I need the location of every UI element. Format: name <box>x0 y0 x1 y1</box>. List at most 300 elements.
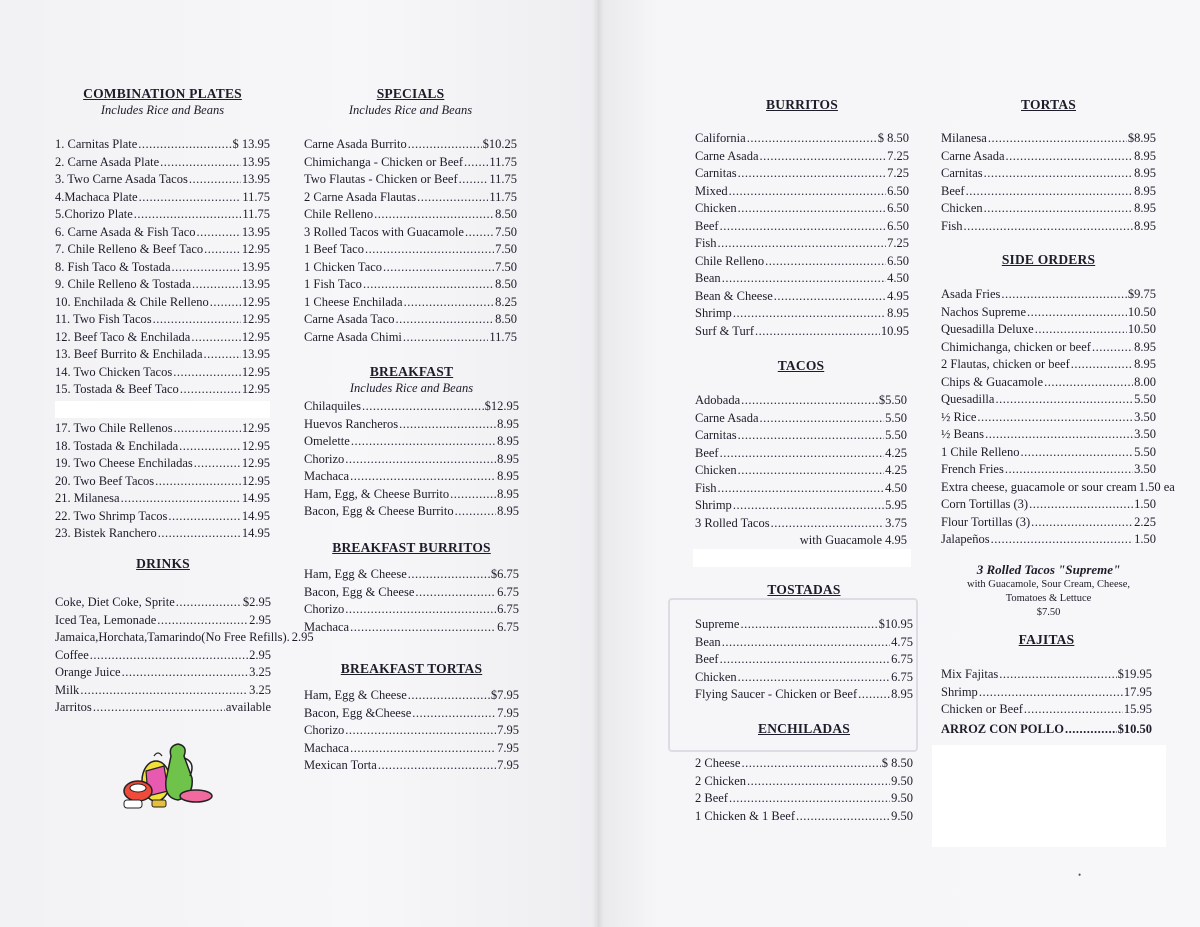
side-orders-section <box>941 252 1175 549</box>
leader-dots <box>1035 321 1127 339</box>
item-name: Chicken <box>695 201 737 215</box>
breakfast-item <box>304 398 519 416</box>
item-name: Jarritos <box>55 700 92 714</box>
item-name: 2 Beef <box>695 791 728 805</box>
item-price: 8.95 <box>497 434 519 448</box>
special-item <box>304 329 517 347</box>
tostada-item <box>695 616 913 634</box>
item-name: Corn Tortillas (3) <box>941 497 1029 511</box>
item-price: 4.25 <box>885 463 907 477</box>
item-name: Carne Asada Taco <box>304 312 395 326</box>
item-name: Orange Juice <box>55 665 121 679</box>
breakfast-tortas-section <box>304 661 519 775</box>
special-item <box>304 136 517 154</box>
specials-section <box>304 86 517 346</box>
item-name: ½ Rice <box>941 409 977 424</box>
specials-subtitle: Includes Rice and Beans <box>348 103 473 117</box>
leader-dots <box>1005 461 1133 479</box>
item-price: 12.95 <box>241 364 270 379</box>
item-price: 4.95 <box>887 288 909 303</box>
leader-dots <box>741 755 880 773</box>
leader-dots <box>191 329 241 347</box>
torta-item <box>941 130 1156 148</box>
item-price: 8.95 <box>497 469 519 483</box>
item-price: 4.50 <box>887 271 909 285</box>
item-name: Milk <box>55 682 80 697</box>
leader-dots <box>738 462 884 480</box>
burrito-item <box>695 253 909 271</box>
breakfast-burrito-item <box>304 619 519 637</box>
item-name: Chile Relleno <box>695 253 765 268</box>
item-name: 8. Fish Taco & Tostada <box>55 259 171 274</box>
side-orders-title: SIDE ORDERS <box>1001 252 1096 267</box>
item-price: 8.95 <box>497 504 519 518</box>
leader-dots <box>155 473 241 491</box>
special-item <box>304 259 517 277</box>
leader-dots <box>459 171 489 189</box>
item-price: $10.25 <box>482 137 517 151</box>
item-price: 4.75 <box>891 634 913 649</box>
breakfast-burritos-title: BREAKFAST BURRITOS <box>332 540 491 555</box>
item-price: 8.95 <box>497 416 519 431</box>
leader-dots <box>153 311 241 329</box>
item-name: Chimichanga - Chicken or Beef <box>304 154 463 169</box>
item-name: Carne Asada <box>695 410 759 425</box>
item-price: 13.95 <box>241 172 270 186</box>
leader-dots <box>1092 339 1133 357</box>
leader-dots <box>362 398 484 416</box>
combination-item <box>55 311 270 329</box>
item-price: 7.25 <box>887 166 909 180</box>
burrito-item <box>695 200 909 218</box>
tacos-title: TACOS <box>777 358 825 373</box>
drinks-title: DRINKS <box>136 556 190 571</box>
item-price: 1.50 ea <box>1138 479 1175 494</box>
item-price: 17.95 <box>1123 684 1152 699</box>
item-price: 3.25 <box>249 665 271 679</box>
item-name: 2. Carne Asada Plate <box>55 154 160 169</box>
item-name: Flour Tortillas (3) <box>941 514 1031 529</box>
combination-item <box>55 381 270 399</box>
special-item <box>304 154 517 172</box>
item-price: 5.95 <box>885 498 907 512</box>
breakfast-item <box>304 416 519 434</box>
item-name: Coke, Diet Coke, Sprite <box>55 595 175 609</box>
item-price: 10.50 <box>1127 304 1156 319</box>
leader-dots <box>465 224 494 242</box>
item-price: 3.50 <box>1134 427 1156 441</box>
rolled-supreme-line2: Tomatoes & Lettuce <box>1005 593 1092 604</box>
item-name: Machaca <box>304 740 350 755</box>
side-order-item <box>941 339 1156 357</box>
item-name: Shrimp <box>941 684 978 699</box>
combination-item <box>55 154 270 172</box>
item-name: Machaca <box>304 469 350 483</box>
item-price: 8.25 <box>495 294 517 309</box>
item-name: 1 Chicken & 1 Beef <box>695 808 795 823</box>
breakfast-torta-item <box>304 687 519 705</box>
taco-item <box>695 515 907 533</box>
combination-item <box>55 224 270 242</box>
leader-dots <box>738 165 886 183</box>
item-price: 7.50 <box>495 242 517 256</box>
leader-dots <box>157 612 248 630</box>
tostada-item <box>695 686 913 704</box>
item-price: 12.95 <box>241 421 270 435</box>
item-price: 2.95 <box>291 630 314 644</box>
item-name: Coffee <box>55 647 89 662</box>
item-price: $9.75 <box>1127 287 1156 301</box>
item-name: 1 Fish Taco <box>304 277 362 291</box>
special-item <box>304 294 517 312</box>
item-name: Bean <box>695 271 721 285</box>
side-order-item <box>941 461 1156 479</box>
item-price: 15.95 <box>1123 702 1152 716</box>
item-name: 1 Beef Taco <box>304 242 364 256</box>
breakfast-section <box>304 364 519 521</box>
item-price: 8.95 <box>887 306 909 320</box>
item-name: Chorizo <box>304 723 345 737</box>
item-price: 13.95 <box>241 154 270 169</box>
tostada-item <box>695 651 913 669</box>
leader-dots <box>464 154 488 172</box>
special-item <box>304 224 517 242</box>
item-name: 14. Two Chicken Tacos <box>55 364 173 379</box>
item-name: 13. Beef Burrito & Enchilada <box>55 347 203 361</box>
redacted-box <box>932 745 1166 847</box>
breakfast-item <box>304 468 519 486</box>
burrito-item <box>695 148 909 166</box>
item-name: Bean <box>695 634 721 649</box>
leader-dots <box>1031 514 1133 532</box>
leader-dots <box>139 189 242 207</box>
leader-dots <box>984 200 1133 218</box>
item-price: 2.95 <box>249 612 271 627</box>
item-price: 12.95 <box>241 294 270 309</box>
leader-dots <box>755 323 880 341</box>
burrito-item <box>695 165 909 183</box>
breakfast-burrito-item <box>304 584 519 602</box>
special-item <box>304 206 517 224</box>
leader-dots <box>350 740 496 758</box>
leader-dots <box>1044 374 1133 392</box>
enchiladas-title: ENCHILADAS <box>757 721 851 736</box>
item-name: 2 Cheese <box>695 756 741 770</box>
item-price: 3.50 <box>1134 462 1156 476</box>
item-price: 10.50 <box>1127 322 1156 336</box>
leader-dots <box>729 183 886 201</box>
tostada-item <box>695 634 913 652</box>
item-price: $2.95 <box>242 595 271 609</box>
drinks-section <box>55 556 314 717</box>
leader-dots <box>733 305 886 323</box>
leader-dots <box>977 409 1133 427</box>
item-price: 5.50 <box>1134 392 1156 406</box>
leader-dots <box>1006 148 1134 166</box>
breakfast-subtitle: Includes Rice and Beans <box>349 381 474 395</box>
item-price: 7.25 <box>887 148 909 163</box>
item-price: 4.25 <box>885 445 907 460</box>
leader-dots <box>966 183 1134 201</box>
item-name: 5.Chorizo Plate <box>55 207 133 221</box>
item-name: Huevos Rancheros <box>304 416 399 431</box>
item-name: Surf & Turf <box>695 323 755 338</box>
side-order-item <box>941 321 1156 339</box>
leader-dots <box>774 288 886 306</box>
leader-dots <box>741 392 878 410</box>
torta-item <box>941 183 1156 201</box>
item-name: 20. Two Beef Tacos <box>55 473 155 488</box>
item-name: Milanesa <box>941 131 987 145</box>
torta-item <box>941 218 1156 236</box>
combination-item <box>55 420 270 438</box>
tacos-note: with Guacamole 4.95 <box>799 533 907 547</box>
breakfast-item <box>304 486 519 504</box>
leader-dots <box>378 757 496 775</box>
item-name: 1 Chile Relleno <box>941 444 1020 459</box>
side-order-item <box>941 426 1156 444</box>
taco-item <box>695 462 907 480</box>
item-name: Machaca <box>304 619 350 634</box>
leader-dots <box>179 438 241 456</box>
taco-item <box>695 410 907 428</box>
item-name: 9. Chile Relleno & Tostada <box>55 277 192 291</box>
side-order-item <box>941 531 1156 549</box>
item-price: $19.95 <box>1117 667 1152 681</box>
item-name: Jamaica,Horchata,Tamarindo(No Free Refills). <box>55 630 290 644</box>
item-name: Carnitas <box>695 166 737 180</box>
item-price: 12.95 <box>241 438 270 453</box>
item-name: Chicken <box>695 463 737 477</box>
burritos-section <box>695 97 909 340</box>
item-name: Chicken or Beef <box>941 702 1023 716</box>
leader-dots <box>403 329 488 347</box>
item-price: 6.50 <box>887 183 909 198</box>
item-price: 12.95 <box>241 382 270 396</box>
item-price: 8.00 <box>1134 374 1156 389</box>
item-name: 3 Rolled Tacos <box>695 515 770 530</box>
leader-dots <box>995 391 1133 409</box>
item-name: Fish <box>941 218 963 233</box>
breakfast-torta-item <box>304 757 519 775</box>
enchilada-item <box>695 808 913 826</box>
tortas-section <box>941 97 1156 235</box>
item-price: 8.95 <box>497 486 519 501</box>
item-name: Carne Asada <box>941 148 1005 163</box>
item-price: 3.50 <box>1134 409 1156 424</box>
arroz-price: $10.50 <box>1117 722 1152 736</box>
leader-dots <box>408 566 490 584</box>
leader-dots <box>363 276 494 294</box>
combination-item <box>55 346 270 364</box>
leader-dots <box>985 426 1133 444</box>
item-name: Carnitas <box>941 166 983 180</box>
breakfast-item <box>304 451 519 469</box>
item-price: $5.50 <box>878 393 907 407</box>
item-name: 19. Two Cheese Enchiladas <box>55 456 193 470</box>
item-price: 11.75 <box>242 189 270 204</box>
item-price: 6.50 <box>887 201 909 215</box>
taco-item <box>695 445 907 463</box>
item-name: Chorizo <box>304 602 345 616</box>
special-item <box>304 276 517 294</box>
item-name: Beef <box>941 183 965 198</box>
item-name: 1 Cheese Enchilada <box>304 294 403 309</box>
item-name: Bacon, Egg & Cheese Burrito <box>304 504 454 518</box>
leader-dots <box>729 790 890 808</box>
leader-dots <box>90 647 248 665</box>
leader-dots <box>718 480 885 498</box>
item-name: Asada Fries <box>941 287 1001 301</box>
leader-dots <box>1024 701 1123 719</box>
drink-item <box>55 647 271 665</box>
combination-item <box>55 276 270 294</box>
item-name: Bean & Cheese <box>695 288 773 303</box>
leader-dots <box>174 420 241 438</box>
item-price: 7.50 <box>495 259 517 274</box>
combination-item <box>55 490 270 508</box>
item-price: 8.95 <box>891 687 913 701</box>
item-name: Carne Asada <box>695 148 759 163</box>
enchiladas-section <box>695 721 913 825</box>
item-name: Carne Asada Burrito <box>304 137 407 151</box>
tacos-section <box>695 358 907 550</box>
combination-item <box>55 438 270 456</box>
leader-dots <box>760 148 887 166</box>
special-item <box>304 241 517 259</box>
torta-item <box>941 148 1156 166</box>
item-name: 17. Two Chile Rellenos <box>55 421 173 435</box>
item-price: 1.50 <box>1134 532 1156 546</box>
side-order-item <box>941 374 1156 392</box>
item-price: $ 8.50 <box>881 756 913 770</box>
leader-dots <box>722 634 890 652</box>
leader-dots <box>134 206 242 224</box>
fajita-item <box>941 666 1152 684</box>
leader-dots <box>720 651 891 669</box>
item-name: Iced Tea, Lemonade <box>55 612 157 627</box>
fajita-item <box>941 684 1152 702</box>
leader-dots <box>80 682 248 700</box>
combination-item <box>55 508 270 526</box>
breakfast-torta-item <box>304 722 519 740</box>
paper-speck: • <box>1078 870 1082 880</box>
item-name: Beef <box>695 652 719 666</box>
leader-dots <box>408 136 482 154</box>
special-item <box>304 189 517 207</box>
item-name: Extra cheese, guacamole or sour cream <box>941 479 1137 494</box>
torta-item <box>941 200 1156 218</box>
leader-dots <box>93 699 225 717</box>
item-name: Fish <box>695 236 717 250</box>
item-price: 14.95 <box>241 526 270 540</box>
leader-dots <box>399 416 496 434</box>
taco-item <box>695 497 907 515</box>
side-order-item <box>941 409 1156 427</box>
item-name: California <box>695 131 746 145</box>
item-price: 8.95 <box>1134 339 1156 354</box>
item-price: 5.50 <box>885 428 907 442</box>
item-price: 3.75 <box>885 515 907 530</box>
leader-dots <box>984 165 1133 183</box>
item-name: 1. Carnitas Plate <box>55 137 138 151</box>
item-price: 8.95 <box>1134 148 1156 163</box>
item-name: Two Flautas - Chicken or Beef <box>304 172 458 186</box>
item-name: 2 Flautas, chicken or beef <box>941 357 1070 371</box>
enchilada-item <box>695 790 913 808</box>
combination-item <box>55 455 270 473</box>
item-price: 7.25 <box>887 236 909 250</box>
leader-dots <box>760 410 885 428</box>
leader-dots <box>740 616 877 634</box>
item-price: 8.95 <box>1134 166 1156 180</box>
leader-dots <box>374 206 494 224</box>
item-name: Bacon, Egg & Cheese <box>304 584 415 599</box>
leader-dots <box>404 294 495 312</box>
fajitas-title: FAJITAS <box>1018 632 1075 647</box>
leader-dots <box>180 381 241 399</box>
leader-dots <box>1027 304 1127 322</box>
item-price: 8.95 <box>1134 218 1156 233</box>
item-price: $12.95 <box>484 399 519 413</box>
leader-dots <box>999 666 1116 684</box>
leader-dots <box>733 497 884 515</box>
leader-dots <box>718 235 887 253</box>
item-name: 12. Beef Taco & Enchilada <box>55 329 191 344</box>
item-price: 10.95 <box>880 323 909 338</box>
leader-dots <box>396 311 495 329</box>
leader-dots <box>351 433 496 451</box>
item-price: 6.75 <box>891 669 913 684</box>
combination-section <box>55 86 270 543</box>
item-name: Beef <box>695 218 719 233</box>
combination-item <box>55 525 270 543</box>
leader-dots <box>168 508 241 526</box>
leader-dots <box>210 294 241 312</box>
burrito-item <box>695 218 909 236</box>
item-name: 3 Rolled Tacos with Guacamole <box>304 224 464 239</box>
leader-dots <box>383 259 494 277</box>
leader-dots <box>138 136 231 154</box>
item-name: Beef <box>695 445 719 460</box>
burrito-item <box>695 235 909 253</box>
item-price: 8.95 <box>1134 183 1156 198</box>
item-name: 4.Machaca Plate <box>55 189 138 204</box>
tortas-title: TORTAS <box>1021 97 1076 112</box>
item-name: Shrimp <box>695 306 732 320</box>
drink-item <box>55 664 271 682</box>
item-price: 7.95 <box>497 723 519 737</box>
breakfast-burritos-section <box>304 540 519 636</box>
item-price: $ 13.95 <box>232 137 270 151</box>
item-name: 15. Tostada & Beef Taco <box>55 382 179 396</box>
combination-item <box>55 294 270 312</box>
leader-dots <box>1020 444 1133 462</box>
item-price: 7.95 <box>497 758 519 772</box>
item-name: Jalapeños <box>941 532 990 546</box>
special-item <box>304 171 517 189</box>
combination-item <box>55 171 270 189</box>
side-order-item <box>941 391 1156 409</box>
breakfast-item <box>304 503 519 521</box>
combination-item <box>55 473 270 491</box>
rolled-supreme-title: 3 Rolled Tacos "Supreme" <box>976 562 1121 577</box>
item-name: 7. Chile Relleno & Beef Taco <box>55 242 204 256</box>
breakfast-torta-item <box>304 740 519 758</box>
item-price: $8.95 <box>1127 131 1156 145</box>
arroz-name: ARROZ CON POLLO <box>941 722 1064 736</box>
drink-item <box>55 594 271 612</box>
